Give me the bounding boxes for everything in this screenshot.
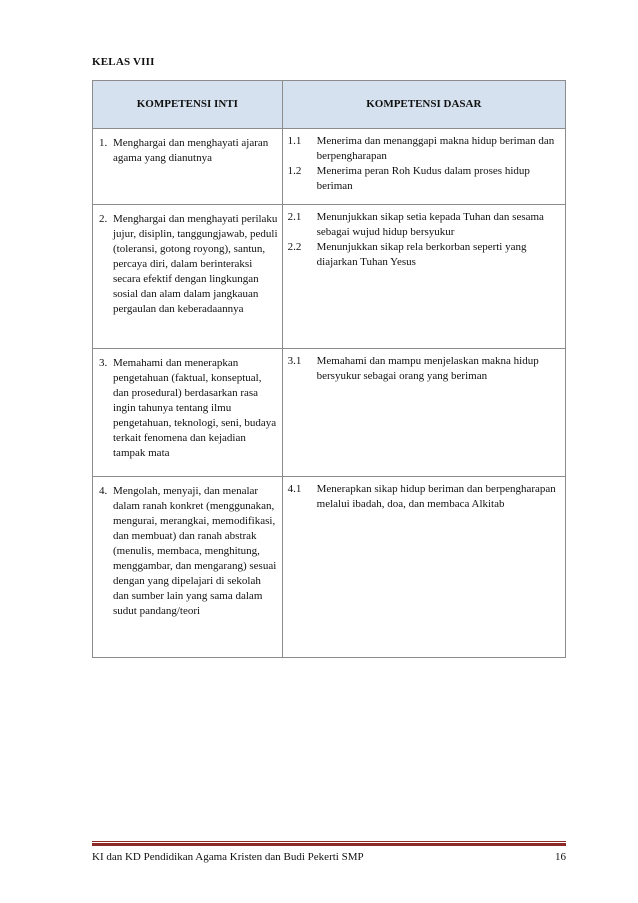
ki-text: Memahami dan menerapkan pengetahuan (faktual, konseptual, dan prosedural) berdasarkan rasa ingin tahunya tentang ilmu pengetahuan, teknologi, seni, budaya terkait fenomena dan kejadian tampak mata xyxy=(113,357,277,459)
kd-cell xyxy=(282,205,565,349)
ki-cell xyxy=(93,205,283,349)
ki-cell xyxy=(93,129,283,205)
page-number: 16 xyxy=(555,851,566,863)
footer-title: KI dan KD Pendidikan Agama Kristen dan Budi Pekerti SMP xyxy=(92,851,364,863)
header-kompetensi-inti: KOMPETENSI INTI xyxy=(93,81,283,129)
ki-number: 1. xyxy=(99,137,108,149)
ki-number: 3. xyxy=(99,357,108,369)
ki-cell xyxy=(93,477,283,658)
ki-cell xyxy=(93,349,283,477)
kd-number: 2.1 xyxy=(287,211,302,223)
kd-cell xyxy=(282,477,565,658)
header-kompetensi-dasar: KOMPETENSI DASAR xyxy=(282,81,565,129)
table-row xyxy=(93,129,566,205)
table-row xyxy=(93,349,566,477)
kd-text: Memahami dan mampu menjelaskan makna hidup bersyukur sebagai orang yang beriman xyxy=(316,355,539,382)
kd-number: 4.1 xyxy=(287,483,302,495)
kd-cell xyxy=(282,349,565,477)
table-row xyxy=(93,205,566,349)
ki-number: 2. xyxy=(99,213,108,225)
kd-number: 1.1 xyxy=(287,135,302,147)
ki-text: Menghargai dan menghayati perilaku jujur, disiplin, tanggungjawab, peduli (toleransi, gotong royong), santun, percaya diri, dalam berinteraksi secara efektif dengan lingkungan sosial dan alam dalam jangkauan pergaulan dan keberadaannya xyxy=(113,213,278,315)
kd-text: Menerima dan menanggapi makna hidup beriman dan berpengharapan xyxy=(316,135,555,162)
footer-divider-thick xyxy=(92,843,566,846)
ki-text: Menghargai dan menghayati ajaran agama yang dianutnya xyxy=(113,137,269,164)
table-row xyxy=(93,477,566,658)
ki-number: 4. xyxy=(99,485,108,497)
kd-text: Menunjukkan sikap setia kepada Tuhan dan sesama sebagai wujud hidup bersyukur xyxy=(316,211,544,238)
ki-text: Mengolah, menyaji, dan menalar dalam ranah konkret (menggunakan, mengurai, merangkai, memodifikasi, dan membuat) dan ranah abstrak (menulis, membaca, menghitung, menggambar, dan mengarang) sesuai dengan yang dipelajari di sekolah dan sumber lain yang sama dalam sudut pandang/teori xyxy=(113,485,277,617)
kd-text: Menerima peran Roh Kudus dalam proses hidup beriman xyxy=(316,165,530,192)
kd-number: 1.2 xyxy=(287,165,302,177)
kd-cell xyxy=(282,129,565,205)
page-heading: KELAS VIII xyxy=(92,56,155,68)
kd-number: 2.2 xyxy=(287,241,302,253)
kd-text: Menunjukkan sikap rela berkorban seperti yang diajarkan Tuhan Yesus xyxy=(316,241,527,268)
kd-text: Menerapkan sikap hidup beriman dan berpengharapan melalui ibadah, doa, dan membaca Alkitab xyxy=(316,483,556,510)
footer-divider xyxy=(92,841,566,842)
kd-number: 3.1 xyxy=(287,355,302,367)
competency-table xyxy=(92,80,566,658)
